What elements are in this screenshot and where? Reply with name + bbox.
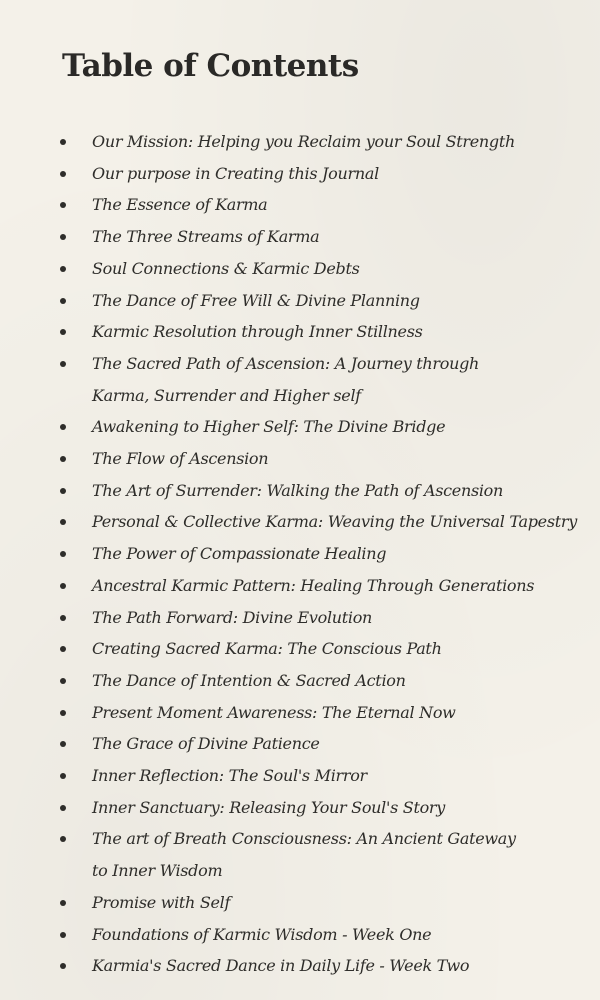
toc-item	[58, 823, 578, 886]
toc-item	[58, 411, 578, 443]
toc-item	[58, 158, 578, 190]
toc-item	[58, 760, 578, 792]
toc-item	[58, 506, 578, 538]
toc-item-text: Karmic Resolution through Inner Stillness	[92, 322, 423, 342]
toc-item-text: Foundations of Karmic Wisdom - Week One	[92, 924, 432, 944]
bullet-icon	[60, 773, 66, 779]
toc-item-text: The Sacred Path of Ascension: A Journey through Karma, Surrender and Higher self	[92, 353, 480, 405]
toc-item-text: Personal & Collective Karma: Weaving the Universal Tapestry	[92, 512, 577, 532]
toc-item-text: The Three Streams of Karma	[92, 227, 320, 247]
toc-item	[58, 316, 578, 348]
toc-item-text: The Flow of Ascension	[92, 449, 269, 469]
bullet-icon	[60, 805, 66, 811]
toc-item	[58, 633, 578, 665]
bullet-icon	[60, 583, 66, 589]
toc-item	[58, 253, 578, 285]
bullet-icon	[60, 963, 66, 969]
toc-item-text: Promise with Self	[92, 892, 231, 912]
toc-item	[58, 348, 578, 411]
toc-item	[58, 950, 578, 982]
toc-item-text: The Essence of Karma	[92, 195, 268, 215]
toc-item-text: Soul Connections & Karmic Debts	[92, 258, 360, 278]
bullet-icon	[60, 361, 66, 367]
bullet-icon	[60, 741, 66, 747]
toc-item	[58, 538, 578, 570]
toc-item-text: Present Moment Awareness: The Eternal Now	[92, 702, 456, 722]
toc-item-text: Karmia's Sacred Dance in Daily Life - Week Two	[92, 956, 470, 976]
toc-item	[58, 221, 578, 253]
toc-item	[58, 697, 578, 729]
toc-item-text: Ancestral Karmic Pattern: Healing Through Generations	[92, 575, 535, 595]
toc-item-text: Inner Sanctuary: Releasing Your Soul's Story	[92, 797, 446, 817]
toc-item	[58, 285, 578, 317]
toc-item-text: Our Mission: Helping you Reclaim your Soul Strength	[92, 132, 516, 151]
bullet-icon	[60, 710, 66, 716]
toc-item	[58, 443, 578, 475]
toc-item-text: The Path Forward: Divine Evolution	[92, 607, 373, 627]
table-of-contents-list	[58, 126, 578, 982]
toc-item-text: Inner Reflection: The Soul's Mirror	[92, 766, 367, 786]
bullet-icon	[60, 488, 66, 494]
bullet-icon	[60, 202, 66, 208]
toc-item	[58, 728, 578, 760]
toc-item-text: The art of Breath Consciousness: An Ancient Gateway to Inner Wisdom	[92, 829, 516, 881]
toc-item	[58, 126, 578, 158]
bullet-icon	[60, 456, 66, 462]
bullet-icon	[60, 646, 66, 652]
toc-item-text: Creating Sacred Karma: The Conscious Path	[92, 639, 442, 659]
bullet-icon	[60, 329, 66, 335]
bullet-icon	[60, 615, 66, 621]
toc-item	[58, 475, 578, 507]
toc-item-text: The Dance of Free Will & Divine Planning	[92, 290, 420, 310]
bullet-icon	[60, 234, 66, 240]
toc-item-text: Our purpose in Creating this Journal	[92, 163, 379, 183]
toc-item	[58, 792, 578, 824]
toc-item-text: The Power of Compassionate Healing	[92, 544, 387, 564]
bullet-icon	[60, 139, 66, 145]
toc-item-text: Awakening to Higher Self: The Divine Bridge	[92, 417, 446, 437]
bullet-icon	[60, 424, 66, 430]
bullet-icon	[60, 266, 66, 272]
toc-item-text: The Art of Surrender: Walking the Path of Ascension	[92, 480, 504, 500]
bullet-icon	[60, 298, 66, 304]
toc-item-text: The Grace of Divine Patience	[92, 734, 320, 754]
bullet-icon	[60, 678, 66, 684]
bullet-icon	[60, 519, 66, 525]
toc-item	[58, 602, 578, 634]
toc-item	[58, 189, 578, 221]
toc-item	[58, 665, 578, 697]
toc-item-text: The Dance of Intention & Sacred Action	[92, 670, 406, 690]
bullet-icon	[60, 900, 66, 906]
toc-item	[58, 570, 578, 602]
page-title: Table of Contents	[62, 48, 359, 84]
bullet-icon	[60, 551, 66, 557]
bullet-icon	[60, 836, 66, 842]
toc-item	[58, 887, 578, 919]
bullet-icon	[60, 932, 66, 938]
bullet-icon	[60, 171, 66, 177]
toc-item	[58, 919, 578, 951]
